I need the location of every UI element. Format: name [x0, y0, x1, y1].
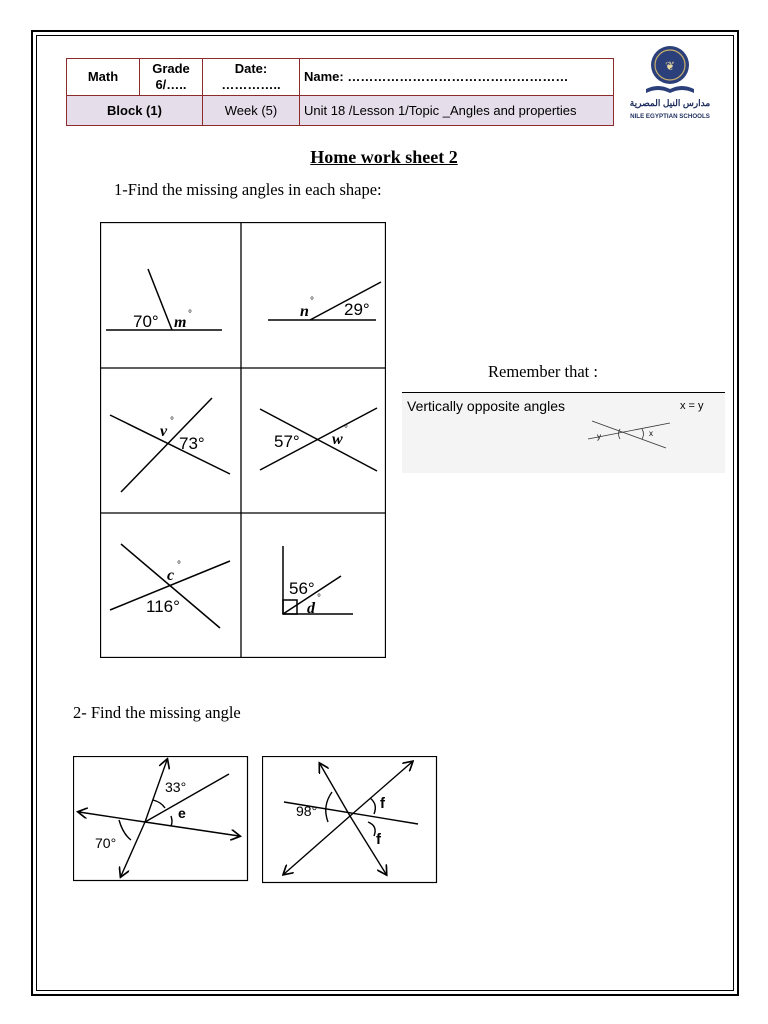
grade-label: Grade — [152, 60, 190, 76]
grid-lines — [100, 222, 386, 658]
rule-label-y: y — [597, 432, 601, 441]
school-logo — [626, 43, 714, 127]
subject-cell: Math — [67, 59, 140, 96]
date-cell — [203, 59, 300, 96]
page-title: Home work sheet 2 — [310, 147, 458, 167]
rule-title: Vertically opposite angles — [407, 398, 565, 414]
logo-book-icon — [646, 86, 694, 93]
question-1-text: 1-Find the missing angles in each shape: — [114, 180, 382, 199]
question-2-figure-1 — [73, 756, 249, 882]
svg-text:°: ° — [170, 416, 174, 427]
fig1-label-33: 33° — [165, 779, 187, 795]
shape-4-known-angle: 57° — [274, 432, 300, 451]
shape-5-known-angle: 116° — [146, 597, 180, 616]
shape-3-unknown-angle: v — [160, 423, 168, 440]
svg-text:°: ° — [188, 309, 192, 320]
question-2-figure-2 — [262, 756, 438, 884]
svg-text:°: ° — [317, 593, 321, 604]
grade-value: 6/….. — [155, 76, 187, 92]
shape-5-unknown-angle: c — [167, 567, 175, 584]
grade-cell — [140, 59, 203, 96]
remember-heading: Remember that : — [488, 362, 598, 381]
shape-3-known-angle: 73° — [179, 434, 205, 453]
rule-equation: x = y — [680, 400, 704, 412]
svg-text:°: ° — [310, 296, 314, 307]
svg-text:°: ° — [344, 424, 348, 435]
rule-label-x: x — [649, 429, 653, 438]
date-label: Date: — [234, 60, 268, 76]
block-cell: Block (1) — [67, 95, 203, 125]
shape-6-known-angle: 56° — [289, 579, 315, 598]
svg-text:❦: ❦ — [664, 59, 676, 73]
shape-1-unknown-angle: m — [174, 314, 187, 331]
shape-1-angles-on-line — [106, 269, 222, 330]
fig1-label-70: 70° — [95, 835, 117, 851]
vertically-opposite-rule-box — [402, 393, 725, 473]
date-value: ………….. — [221, 76, 281, 92]
shape-2-unknown-angle: n — [300, 303, 309, 320]
unit-cell: Unit 18 /Lesson 1/Topic _Angles and properties — [300, 95, 614, 125]
shape-2-known-angle: 29° — [344, 300, 370, 319]
shape-6-unknown-angle: d — [307, 600, 315, 617]
fig2-label-f-top: f — [380, 795, 385, 812]
question-2-text: 2- Find the missing angle — [73, 703, 241, 722]
logo-arabic-text: مدارس النيل المصرية — [629, 98, 711, 108]
header-table — [66, 58, 614, 126]
name-field[interactable]: Name: …………………………………………… — [300, 59, 614, 96]
logo-english-text: NILE EGYPTIAN SCHOOLS — [630, 113, 710, 120]
week-cell: Week (5) — [203, 95, 300, 125]
shape-3-intersecting-lines — [110, 398, 230, 492]
question-1-grid — [100, 222, 386, 658]
fig1-label-e: e — [178, 805, 186, 821]
fig2-label-98: 98° — [296, 803, 318, 819]
svg-text:°: ° — [177, 560, 181, 571]
shape-4-unknown-angle: w — [332, 431, 343, 448]
shape-1-known-angle: 70° — [133, 312, 159, 331]
fig2-label-f-bottom: f — [376, 831, 381, 848]
